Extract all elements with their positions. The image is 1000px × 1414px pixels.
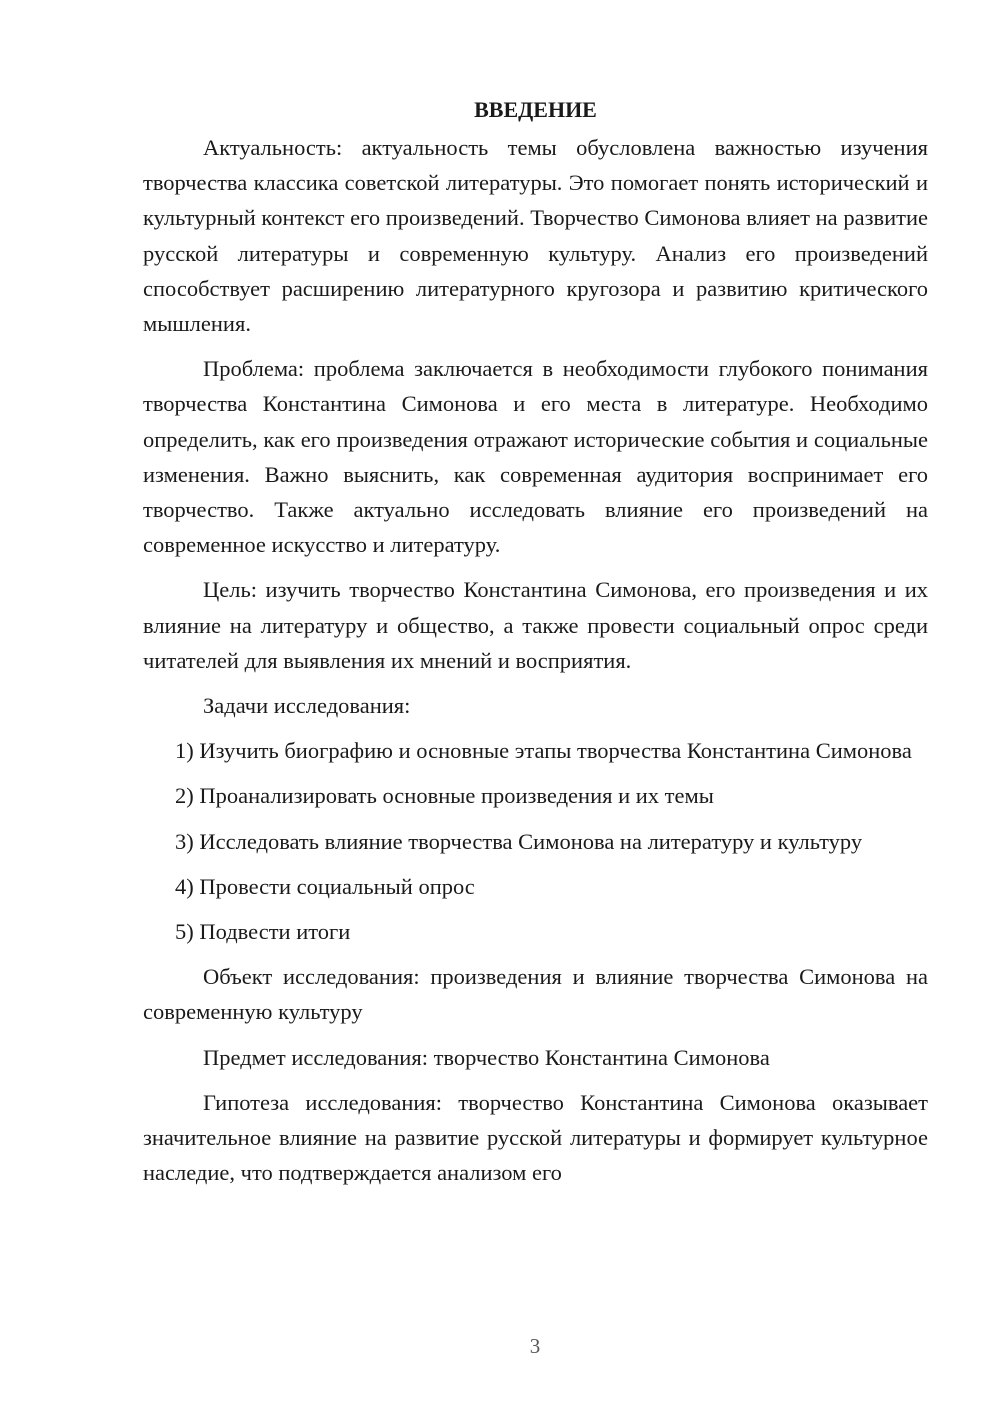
paragraph-relevance: Актуальность: актуальность темы обусловлена важностью изучения творчества классика советской литературы. Это помогает понять исторический и культурный контекст его произведений. Творчество Симонова влияет на развитие русской литературы и современную культуру. Анализ его произведений способствует расширению литературного кругозора и развитию критического мышления. [143, 135, 928, 337]
paragraph-goal: Цель: изучить творчество Константина Симонова, его произведения и их влияние на литературу и общество, а также провести социальный опрос среди читателей для выявления их мнений и восприятия. [143, 577, 928, 673]
task-item-3: 3) Исследовать влияние творчества Симонова на литературу и культуру [175, 828, 863, 854]
paragraph-tasks-heading: Задачи исследования: [203, 693, 411, 719]
task-item-4: 4) Провести социальный опрос [175, 873, 475, 899]
task-item-2: 2) Проанализировать основные произведения и их темы [175, 783, 714, 809]
section-title: ВВЕДЕНИЕ [474, 97, 597, 122]
page-number: 3 [529, 1334, 541, 1358]
task-item-5: 5) Подвести итоги [175, 919, 351, 945]
paragraph-subject: Предмет исследования: творчество Константина Симонова [203, 1044, 770, 1070]
paragraph-object: Объект исследования: произведения и влияние творчества Симонова на современную культуру [143, 964, 928, 1025]
paragraph-problem: Проблема: проблема заключается в необходимости глубокого понимания творчества Константина Симонова и его места в литературе. Необходимо определить, как его произведения отражают исторические события и социальные изменения. Важно выяснить, как современная аудитория воспринимает его творчество. Также актуально исследовать влияние его произведений на современное искусство и литературу. [143, 356, 928, 558]
task-item-1: 1) Изучить биографию и основные этапы творчества Константина Симонова [175, 738, 912, 764]
page-content [143, 92, 928, 1200]
paragraph-hypothesis: Гипотеза исследования: творчество Константина Симонова оказывает значительное влияние на развитие русской литературы и формирует культурное наследие, что подтверждается анализом его [143, 1089, 928, 1186]
